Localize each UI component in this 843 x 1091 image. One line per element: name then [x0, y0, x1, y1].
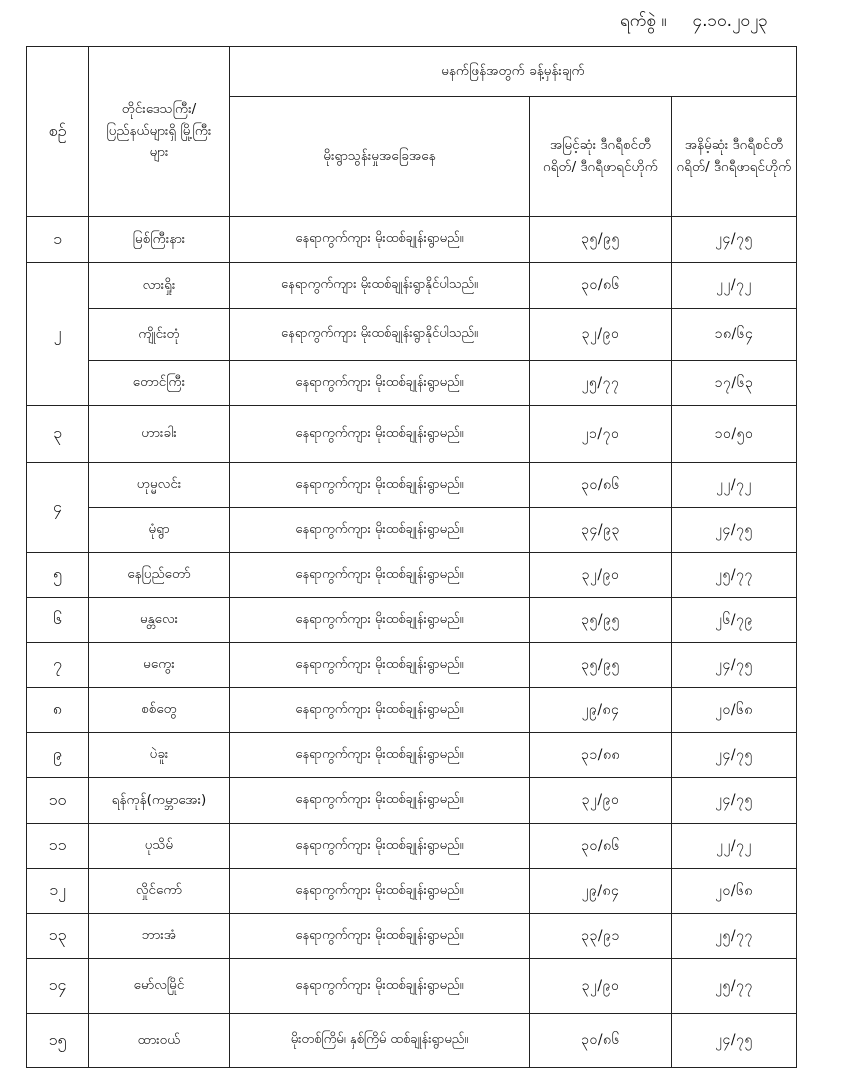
max-temp: ၃၀/၈၆ — [530, 463, 672, 508]
table-row — [27, 824, 797, 869]
city-name: မော်လမြိုင် — [89, 959, 230, 1014]
table-row — [27, 869, 797, 914]
weather-condition: နေရာကွက်ကျား မိုးထစ်ချုန်းရွာနိုင်ပါသည်။ — [230, 309, 530, 361]
min-temp: ၁၀/၅၀ — [672, 406, 797, 463]
city-name: ရန်ကုန်(ကမ္ဘာအေး) — [89, 778, 230, 824]
min-temp: ၂၄/၇၅ — [672, 733, 797, 778]
header-city-text: တိုင်းဒေသကြီး/ ပြည်နယ်များရှိ မြို့ကြီးများ — [106, 101, 212, 161]
max-temp: ၃၂/၉၀ — [530, 959, 672, 1014]
city-name: မြစ်ကြီးနား — [89, 217, 230, 263]
serial-no: ၉ — [27, 733, 89, 778]
header-max-temp — [530, 97, 672, 217]
max-temp: ၃၀/၈၆ — [530, 824, 672, 869]
header-min-temp-text: အနိမ့်ဆုံး ဒီဂရီစင်တီဂရိတ်/ ဒီဂရီဖာရင်ဟိုက် — [676, 136, 792, 175]
weather-condition: မိုးတစ်ကြိမ်၊ နှစ်ကြိမ် ထစ်ချုန်းရွာမည်။ — [230, 1014, 530, 1068]
serial-no: ၁၃ — [27, 914, 89, 959]
min-temp: ၂၂/၇၂ — [672, 824, 797, 869]
header-min-temp — [672, 97, 797, 217]
min-temp: ၂၄/၇၅ — [672, 778, 797, 824]
table-row — [27, 309, 797, 361]
city-name: ထားဝယ် — [89, 1014, 230, 1068]
table-row — [27, 914, 797, 959]
city-name: မကွေး — [89, 643, 230, 688]
table-row — [27, 959, 797, 1014]
max-temp: ၃၂/၉၀ — [530, 553, 672, 598]
min-temp: ၂၅/၇၇ — [672, 914, 797, 959]
city-name: ဟုမ္မလင်း — [89, 463, 230, 508]
table-row — [27, 778, 797, 824]
weather-condition: နေရာကွက်ကျား မိုးထစ်ချုန်းရွာမည်။ — [230, 508, 530, 553]
weather-forecast-table — [26, 46, 797, 1068]
table-row — [27, 733, 797, 778]
table-row — [27, 688, 797, 733]
max-temp: ၂၉/၈၄ — [530, 688, 672, 733]
header-weather: မိုးရွာသွန်းမှုအခြေအနေ — [230, 97, 530, 217]
min-temp: ၂၀/၆၈ — [672, 869, 797, 914]
city-name: တောင်ကြီး — [89, 361, 230, 406]
serial-no: ၅ — [27, 553, 89, 598]
max-temp: ၃၁/၈၈ — [530, 733, 672, 778]
date-line — [620, 10, 820, 35]
max-temp: ၃၀/၈၆ — [530, 263, 672, 309]
header-serial-no: စဉ် — [27, 47, 89, 217]
table-row — [27, 406, 797, 463]
weather-condition: နေရာကွက်ကျား မိုးထစ်ချုန်းရွာမည်။ — [230, 959, 530, 1014]
max-temp: ၃၂/၉၀ — [530, 778, 672, 824]
city-name: စစ်တွေ — [89, 688, 230, 733]
city-name: ပုသိမ် — [89, 824, 230, 869]
weather-condition: နေရာကွက်ကျား မိုးထစ်ချုန်းရွာမည်။ — [230, 406, 530, 463]
city-name: ဘားအံ — [89, 914, 230, 959]
weather-condition: နေရာကွက်ကျား မိုးထစ်ချုန်းရွာမည်။ — [230, 361, 530, 406]
serial-no: ၁၅ — [27, 1014, 89, 1068]
weather-condition: နေရာကွက်ကျား မိုးထစ်ချုန်းရွာနိုင်ပါသည်။ — [230, 263, 530, 309]
max-temp: ၂၉/၈၄ — [530, 869, 672, 914]
min-temp: ၂၂/၇၂ — [672, 263, 797, 309]
weather-condition: နေရာကွက်ကျား မိုးထစ်ချုန်းရွာမည်။ — [230, 598, 530, 643]
serial-no: ၈ — [27, 688, 89, 733]
min-temp: ၂၂/၇၂ — [672, 463, 797, 508]
table-row — [27, 361, 797, 406]
header-forecast-group: မနက်ဖြန်အတွက် ခန့်မှန်းချက် — [230, 47, 797, 97]
min-temp: ၂၅/၇၇ — [672, 959, 797, 1014]
serial-no: ၆ — [27, 598, 89, 643]
weather-condition: နေရာကွက်ကျား မိုးထစ်ချုန်းရွာမည်။ — [230, 869, 530, 914]
weather-condition: နေရာကွက်ကျား မိုးထစ်ချုန်းရွာမည်။ — [230, 688, 530, 733]
weather-condition: နေရာကွက်ကျား မိုးထစ်ချုန်းရွာမည်။ — [230, 733, 530, 778]
header-max-temp-text: အမြင့်ဆုံး ဒီဂရီစင်တီဂရိတ်/ ဒီဂရီဖာရင်ဟိုက် — [543, 136, 658, 175]
min-temp: ၁၇/၆၃ — [672, 361, 797, 406]
min-temp: ၁၈/၆၄ — [672, 309, 797, 361]
serial-no: ၁၂ — [27, 869, 89, 914]
city-name: နေပြည်တော် — [89, 553, 230, 598]
city-name: ပဲခူး — [89, 733, 230, 778]
min-temp: ၂၀/၆၈ — [672, 688, 797, 733]
serial-no: ၁၄ — [27, 959, 89, 1014]
city-name: လှိုင်ကော် — [89, 869, 230, 914]
table-row — [27, 463, 797, 508]
min-temp: ၂၄/၇၅ — [672, 508, 797, 553]
min-temp: ၂၄/၇၅ — [672, 217, 797, 263]
table-row — [27, 553, 797, 598]
table-row — [27, 1014, 797, 1068]
min-temp: ၂၄/၇၅ — [672, 643, 797, 688]
max-temp: ၃၅/၉၅ — [530, 643, 672, 688]
serial-no: ၁ — [27, 217, 89, 263]
city-name: လားရှိုး — [89, 263, 230, 309]
max-temp: ၃၂/၉၀ — [530, 309, 672, 361]
serial-no: ၁၁ — [27, 824, 89, 869]
serial-no: ၃ — [27, 406, 89, 463]
max-temp: ၃၃/၉၁ — [530, 914, 672, 959]
weather-condition: နေရာကွက်ကျား မိုးထစ်ချုန်းရွာမည်။ — [230, 217, 530, 263]
city-name: ဟားခါး — [89, 406, 230, 463]
table-row — [27, 643, 797, 688]
header-city — [89, 47, 230, 217]
max-temp: ၃၀/၈၆ — [530, 1014, 672, 1068]
max-temp: ၃၅/၉၅ — [530, 217, 672, 263]
weather-condition: နေရာကွက်ကျား မိုးထစ်ချုန်းရွာမည်။ — [230, 778, 530, 824]
max-temp: ၃၅/၉၅ — [530, 598, 672, 643]
city-name: မုံရွာ — [89, 508, 230, 553]
date-label: ရက်စွဲ ။ — [620, 11, 667, 31]
weather-condition: နေရာကွက်ကျား မိုးထစ်ချုန်းရွာမည်။ — [230, 643, 530, 688]
table-row — [27, 217, 797, 263]
serial-no: ၇ — [27, 643, 89, 688]
city-name: ကျိုင်းတုံ — [89, 309, 230, 361]
weather-condition: နေရာကွက်ကျား မိုးထစ်ချုန်းရွာမည်။ — [230, 824, 530, 869]
max-temp: ၂၅/၇၇ — [530, 361, 672, 406]
weather-condition: နေရာကွက်ကျား မိုးထစ်ချုန်းရွာမည်။ — [230, 553, 530, 598]
date-value: ၄.၁၀.၂၀၂၃ — [692, 11, 768, 31]
serial-no: ၄ — [27, 463, 89, 553]
max-temp: ၂၁/၇၀ — [530, 406, 672, 463]
serial-no: ၂ — [27, 263, 89, 406]
city-name: မန္တလေး — [89, 598, 230, 643]
weather-condition: နေရာကွက်ကျား မိုးထစ်ချုန်းရွာမည်။ — [230, 463, 530, 508]
table-row — [27, 263, 797, 309]
table-row — [27, 508, 797, 553]
min-temp: ၂၆/၇၉ — [672, 598, 797, 643]
serial-no: ၁၀ — [27, 778, 89, 824]
weather-condition: နေရာကွက်ကျား မိုးထစ်ချုန်းရွာမည်။ — [230, 914, 530, 959]
min-temp: ၂၄/၇၅ — [672, 1014, 797, 1068]
max-temp: ၃၄/၉၃ — [530, 508, 672, 553]
min-temp: ၂၅/၇၇ — [672, 553, 797, 598]
table-row — [27, 598, 797, 643]
